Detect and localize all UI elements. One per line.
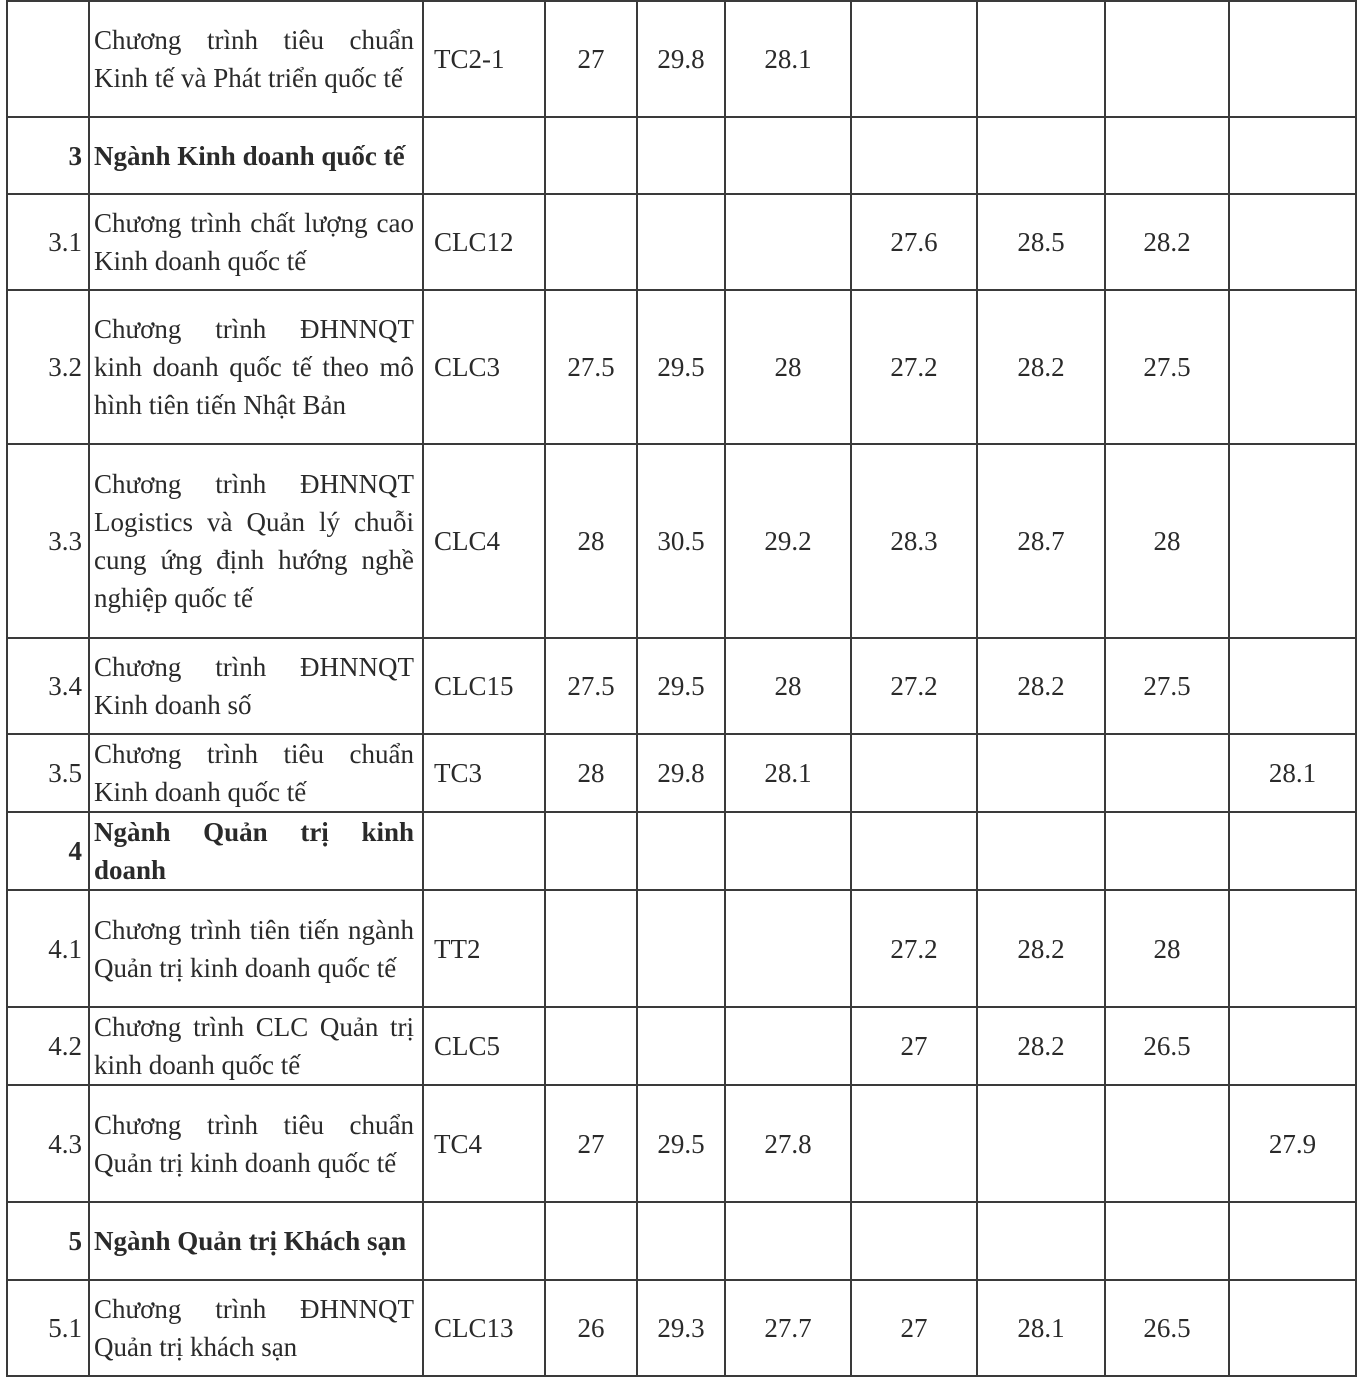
score-cell: 26 <box>545 1280 637 1376</box>
score-cell <box>545 1007 637 1085</box>
score-cell: 28.1 <box>977 1280 1105 1376</box>
score-cell <box>977 117 1105 194</box>
program-row <box>7 1280 1356 1376</box>
score-cell <box>725 890 851 1007</box>
program-row <box>7 638 1356 734</box>
program-code-cell: CLC3 <box>423 290 545 444</box>
score-cell <box>977 1085 1105 1202</box>
score-cell <box>545 194 637 290</box>
score-cell <box>637 812 725 890</box>
program-name-cell: Ngành Kinh doanh quốc tế <box>89 117 423 194</box>
score-cell: 27.6 <box>851 194 977 290</box>
row-number-cell: 3.4 <box>7 638 89 734</box>
score-cell <box>1105 1085 1229 1202</box>
score-cell: 28 <box>725 638 851 734</box>
score-cell: 28.2 <box>1105 194 1229 290</box>
program-code-cell: TC3 <box>423 734 545 812</box>
score-cell: 28 <box>1105 890 1229 1007</box>
score-cell: 26.5 <box>1105 1280 1229 1376</box>
score-cell <box>1105 734 1229 812</box>
score-cell: 27 <box>851 1007 977 1085</box>
row-number-cell <box>7 1 89 117</box>
program-name-cell: Chương trình ĐHNNQT kinh doanh quốc tế theo mô hình tiên tiến Nhật Bản <box>89 290 423 444</box>
score-cell <box>1229 1280 1356 1376</box>
program-code-cell <box>423 117 545 194</box>
score-cell: 27.9 <box>1229 1085 1356 1202</box>
score-cell <box>1229 1007 1356 1085</box>
score-cell: 29.8 <box>637 1 725 117</box>
program-name-cell: Chương trình tiêu chuẩn Quản trị kinh doanh quốc tế <box>89 1085 423 1202</box>
score-cell: 27.7 <box>725 1280 851 1376</box>
score-cell: 29.2 <box>725 444 851 638</box>
score-cell <box>977 812 1105 890</box>
admission-score-table-container <box>6 0 1357 1377</box>
program-row <box>7 444 1356 638</box>
row-number-cell: 3.2 <box>7 290 89 444</box>
score-cell <box>637 890 725 1007</box>
row-number-cell: 5.1 <box>7 1280 89 1376</box>
score-cell <box>851 1085 977 1202</box>
major-row <box>7 1202 1356 1280</box>
score-cell <box>725 1007 851 1085</box>
score-cell: 27.5 <box>1105 638 1229 734</box>
score-cell: 27.2 <box>851 890 977 1007</box>
score-cell <box>545 812 637 890</box>
score-cell: 29.5 <box>637 638 725 734</box>
program-row <box>7 1 1356 117</box>
program-code-cell: CLC13 <box>423 1280 545 1376</box>
score-cell <box>851 1202 977 1280</box>
program-row <box>7 1085 1356 1202</box>
score-cell: 28.2 <box>977 290 1105 444</box>
score-cell <box>1229 890 1356 1007</box>
score-cell <box>725 194 851 290</box>
program-code-cell: TT2 <box>423 890 545 1007</box>
score-cell <box>1229 194 1356 290</box>
score-cell <box>637 1007 725 1085</box>
program-code-cell: CLC15 <box>423 638 545 734</box>
score-cell: 29.5 <box>637 290 725 444</box>
score-cell: 30.5 <box>637 444 725 638</box>
row-number-cell: 3 <box>7 117 89 194</box>
score-cell: 28.7 <box>977 444 1105 638</box>
score-cell: 28.2 <box>977 890 1105 1007</box>
score-cell <box>851 734 977 812</box>
score-cell <box>637 117 725 194</box>
row-number-cell: 4 <box>7 812 89 890</box>
score-cell: 28.2 <box>977 638 1105 734</box>
score-cell <box>977 1 1105 117</box>
score-cell: 28.3 <box>851 444 977 638</box>
program-code-cell: CLC4 <box>423 444 545 638</box>
score-cell <box>1105 1 1229 117</box>
row-number-cell: 3.1 <box>7 194 89 290</box>
program-name-cell: Chương trình ĐHNNQT Logistics và Quản lý chuỗi cung ứng định hướng nghề nghiệp quốc tế <box>89 444 423 638</box>
score-cell <box>1229 638 1356 734</box>
major-row <box>7 117 1356 194</box>
score-cell: 28 <box>725 290 851 444</box>
score-cell: 27.8 <box>725 1085 851 1202</box>
score-cell <box>545 890 637 1007</box>
row-number-cell: 5 <box>7 1202 89 1280</box>
score-cell <box>1105 1202 1229 1280</box>
score-cell: 27.5 <box>1105 290 1229 444</box>
score-cell: 26.5 <box>1105 1007 1229 1085</box>
row-number-cell: 4.3 <box>7 1085 89 1202</box>
program-code-cell: CLC12 <box>423 194 545 290</box>
program-code-cell: CLC5 <box>423 1007 545 1085</box>
program-name-cell: Ngành Quản trị Khách sạn <box>89 1202 423 1280</box>
program-name-cell: Chương trình ĐHNNQT Quản trị khách sạn <box>89 1280 423 1376</box>
score-cell <box>1105 812 1229 890</box>
score-cell <box>725 1202 851 1280</box>
score-cell: 28.1 <box>1229 734 1356 812</box>
row-number-cell: 3.3 <box>7 444 89 638</box>
score-cell <box>1229 444 1356 638</box>
score-cell <box>1229 290 1356 444</box>
program-row <box>7 290 1356 444</box>
score-cell <box>977 734 1105 812</box>
score-cell <box>725 117 851 194</box>
score-cell: 28 <box>545 734 637 812</box>
score-cell <box>1105 117 1229 194</box>
score-cell: 28.2 <box>977 1007 1105 1085</box>
program-code-cell: TC2-1 <box>423 1 545 117</box>
score-cell: 28.1 <box>725 734 851 812</box>
score-cell <box>851 1 977 117</box>
score-cell <box>545 117 637 194</box>
score-cell: 29.5 <box>637 1085 725 1202</box>
program-row <box>7 734 1356 812</box>
program-code-cell: TC4 <box>423 1085 545 1202</box>
program-code-cell <box>423 1202 545 1280</box>
score-cell <box>851 117 977 194</box>
score-cell: 28.5 <box>977 194 1105 290</box>
row-number-cell: 4.1 <box>7 890 89 1007</box>
score-cell: 28 <box>1105 444 1229 638</box>
score-cell <box>1229 1202 1356 1280</box>
program-name-cell: Ngành Quản trị kinh doanh <box>89 812 423 890</box>
row-number-cell: 3.5 <box>7 734 89 812</box>
program-name-cell: Chương trình ĐHNNQT Kinh doanh số <box>89 638 423 734</box>
program-name-cell: Chương trình chất lượng cao Kinh doanh quốc tế <box>89 194 423 290</box>
score-cell <box>725 812 851 890</box>
score-cell: 29.8 <box>637 734 725 812</box>
score-cell <box>1229 812 1356 890</box>
program-name-cell: Chương trình CLC Quản trị kinh doanh quốc tế <box>89 1007 423 1085</box>
score-cell: 28 <box>545 444 637 638</box>
score-cell: 29.3 <box>637 1280 725 1376</box>
score-cell <box>1229 1 1356 117</box>
score-cell: 28.1 <box>725 1 851 117</box>
score-cell: 27 <box>545 1085 637 1202</box>
program-name-cell: Chương trình tiên tiến ngành Quản trị kinh doanh quốc tế <box>89 890 423 1007</box>
score-cell <box>545 1202 637 1280</box>
program-row <box>7 194 1356 290</box>
score-cell: 27.5 <box>545 638 637 734</box>
score-cell: 27.2 <box>851 638 977 734</box>
program-code-cell <box>423 812 545 890</box>
score-cell <box>851 812 977 890</box>
score-cell <box>637 194 725 290</box>
admission-score-table <box>6 0 1357 1377</box>
program-name-cell: Chương trình tiêu chuẩn Kinh doanh quốc tế <box>89 734 423 812</box>
row-number-cell: 4.2 <box>7 1007 89 1085</box>
score-cell <box>1229 117 1356 194</box>
score-cell <box>977 1202 1105 1280</box>
major-row <box>7 812 1356 890</box>
score-cell: 27 <box>851 1280 977 1376</box>
program-name-cell: Chương trình tiêu chuẩn Kinh tế và Phát triển quốc tế <box>89 1 423 117</box>
program-row <box>7 890 1356 1007</box>
score-cell <box>637 1202 725 1280</box>
score-cell: 27.5 <box>545 290 637 444</box>
score-cell: 27 <box>545 1 637 117</box>
score-cell: 27.2 <box>851 290 977 444</box>
program-row <box>7 1007 1356 1085</box>
